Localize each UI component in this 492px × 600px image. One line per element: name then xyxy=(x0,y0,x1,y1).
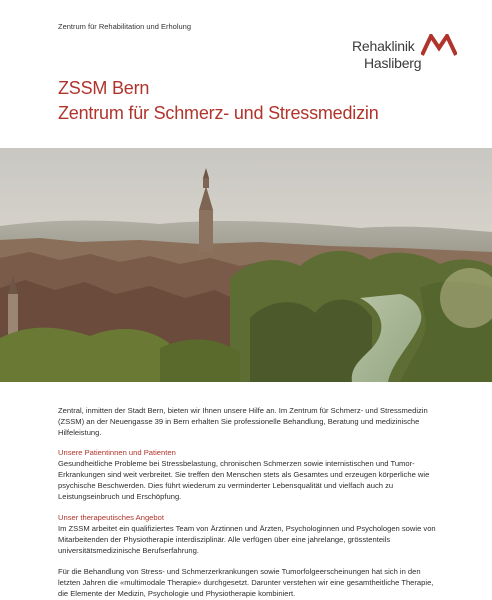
intro-paragraph: Zentral, inmitten der Stadt Bern, bieten wir Ihnen unsere Hilfe an. Im Zentrum für Schmerz- und Stressmedizin (ZSSM) an der Neuengasse 39 in Bern erhalten Sie professionelle Behandlung, Beratung und medizinische Hilfeleistung. xyxy=(58,406,428,437)
section-text-patients: Gesundheitliche Probleme bei Stressbelastung, chronischen Schmerzen sowie internistischen und Tumor-Erkrankungen sind weit verbreitet. Sie treffen den Menschen stets als Gesamtes und erzeugen körperliche wie psychische Beschwerden. Dies führt wiederum zu verminderter Lebensqualität und vielfach auch zu Leistungseinbruch und Erschöpfung. xyxy=(58,459,430,501)
page-title-line-1: ZSSM Bern xyxy=(58,78,150,98)
section-heading-offer: Unser therapeutisches Angebot xyxy=(58,513,164,522)
logo-mountain-icon xyxy=(421,34,457,56)
logo-name: Rehaklinik xyxy=(352,38,415,54)
section-heading-patients: Unsere Patientinnen und Patienten xyxy=(58,448,176,457)
closing-paragraph: Für die Behandlung von Stress- und Schmerzerkrankungen sowie Tumorfolgeerscheinungen hat sich in den letzten Jahren die «multimodale Therapie» durchgesetzt. Darunter verstehen wir eine gesamtheitliche Therapie, die Elemente der Medizin, Psychologie und Physiotherapie kombiniert. xyxy=(58,567,434,598)
page-title-line-2: Zentrum für Schmerz- und Stressmedizin xyxy=(58,103,379,123)
logo-location: Hasliberg xyxy=(364,55,422,71)
rehaklinik-logo xyxy=(352,34,462,76)
bern-city-photo xyxy=(0,148,492,382)
header-tagline: Zentrum für Rehabilitation und Erholung xyxy=(58,22,191,31)
section-text-offer: Im ZSSM arbeitet ein qualifiziertes Team von Ärztinnen und Ärzten, Psychologinnen und Psychologen sowie von Mitarbeitenden der Physiotherapie interdisziplinär. Alle verfügen über eine jahrelange, grösstenteils universitätsmedizinische Berufserfahrung. xyxy=(58,524,436,555)
